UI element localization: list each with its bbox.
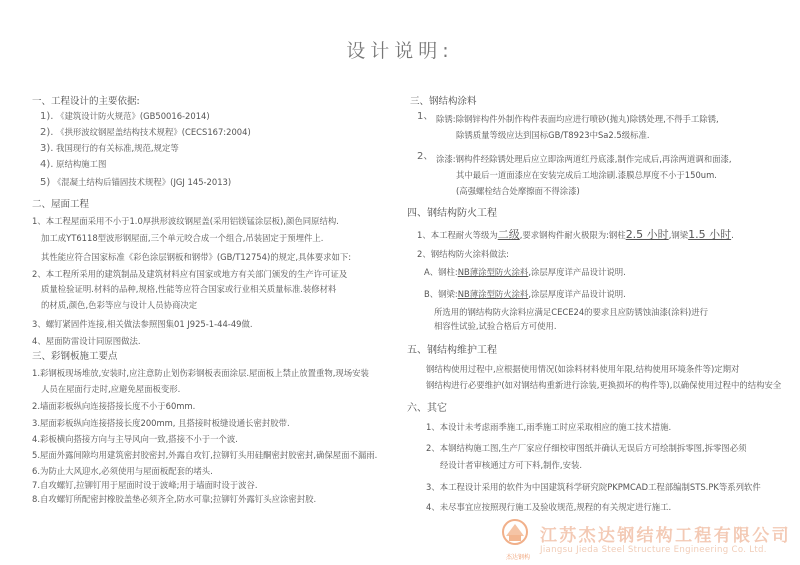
panel-line: 3.屋面彩板纵向连接搭接长度200mm, 且搭接时板缝设通长密封胶带. <box>32 418 290 428</box>
panel-line: 6.为防止大风迎水,必须使用与屋面板配套的堵头. <box>32 466 213 476</box>
company-name: 江苏杰达钢结构工程有限公司 <box>540 526 791 546</box>
roof-line: 的材质,颜色,色彩等应与设计人员协商决定 <box>41 300 198 310</box>
coating-item-number: 1、 <box>417 111 434 122</box>
page-title: 设计说明: <box>346 40 454 62</box>
panel-line: 4.彩板横向搭接方向与主导风向一致,搭接不小于一个波. <box>32 434 238 444</box>
roof-line: 1、本工程屋面采用不小于1.0厚拱形波纹钢屋盖(采用铝镁锰涂层板),颜色同原结构. <box>32 216 339 226</box>
section-other-heading: 六、其它 <box>407 403 447 414</box>
panel-line: 2.墙面彩板纵向连接搭接长度不小于60mm. <box>32 401 196 411</box>
roof-line: 3、螺钉紧固件连接,相关做法参照图集01 J925-1-44-49做. <box>32 319 253 329</box>
coating-line: 涂漆:钢构件经除锈处理后应立即涂两道红丹底漆,制作完成后,再涂两道调和面漆, <box>436 154 732 164</box>
coating-line: (高强螺栓结合处摩擦面不得涂漆) <box>456 186 580 196</box>
maintenance-line: 钢结构使用过程中,应根据使用情况(如涂料材料使用年限,结构使用环境条件等)定期对 <box>426 364 740 374</box>
other-line: 2、本钢结构施工图,生产厂家应仔细校审图纸并确认无误后方可绘制拆零图,拆零图必须 <box>426 443 747 453</box>
fire-note: 所选用的钢结构防火涂料应满足CECE24的要求且应防锈蚀油漆(涂料)进行 <box>434 307 708 317</box>
panel-line: 5.屋面外露间隙均用建筑密封胶密封,外露自攻钉,拉铆钉头用硅酮密封胶密封,确保屋面不漏雨. <box>32 450 378 460</box>
fire-column-line: A、钢柱:NB薄涂型防火涂料,涂层厚度详产品设计说明. <box>424 267 626 277</box>
other-line: 3、本工程设计采用的软件为中国建筑科学研究院PKPMCAD工程部编制STS.PK等系列软件 <box>426 482 761 492</box>
roof-line: 质量检验证明.材料的品种,规格,性能等应符合国家或行业相关质量标准.装修材料 <box>41 284 337 294</box>
section-roof-heading: 二、屋面工程 <box>32 199 90 210</box>
roof-line: 4、屋面防雷设计同原图做法. <box>32 336 141 346</box>
basis-item: 3). 我国现行的有关标准,规范,规定等 <box>40 143 179 154</box>
panel-line: 8.自攻螺钉所配密封橡胶盖垫必须齐全,防水可靠;拉铆钉外露钉头应涂密封胶. <box>32 494 317 504</box>
basis-item: 4). 原结构施工图 <box>40 159 107 170</box>
company-name-en: Jiangsu Jieda Steel Structure Engineering Co. Ltd. <box>540 545 767 555</box>
coating-line: 其中最后一道面漆应在安装完成后工地涂刷.漆膜总厚度不小于150um. <box>456 170 717 180</box>
roof-line: 加工成YT6118型波形钢屋面,三个单元咬合成一个组合,吊装固定于预埋件上. <box>41 233 324 243</box>
panel-line: 人员在屋面行走时,应避免屋面板变形. <box>41 384 181 394</box>
section-fireproof-heading: 四、钢结构防火工程 <box>407 208 497 219</box>
coating-line: 除锈质量等级应达到国标GB/T8923中Sa2.5级标准. <box>456 130 650 140</box>
coating-item-number: 2、 <box>417 151 434 162</box>
company-logo-icon <box>498 518 532 552</box>
other-line: 经设计者审核通过方可下料,制作,安装. <box>440 460 582 470</box>
maintenance-line: 钢结构进行必要维护(如对钢结构重新进行涂装,更换损坏的构件等),以确保使用过程中的结构安全 <box>426 380 782 390</box>
company-logo-label: 杰达钢构 <box>505 554 530 561</box>
basis-item: 2). 《拱形波纹钢屋盖结构技术规程》(CECS167:2004) <box>40 127 251 138</box>
fire-beam-line: B、钢梁:NB薄涂型防火涂料,涂层厚度详产品设计说明. <box>424 289 626 299</box>
right-column <box>400 0 800 565</box>
section-basis-heading: 一、工程设计的主要依据: <box>32 96 140 107</box>
coating-line: 除锈:除钢锌构件外制作构件表面均应进行喷砂(抛丸)除锈处理,不得手工除锈, <box>436 114 719 124</box>
fire-note: 相容性试验,试验合格后方可使用. <box>434 321 557 331</box>
section-panel-heading: 三、彩钢板施工要点 <box>32 351 118 362</box>
basis-item: 1). 《建筑设计防火规范》(GB50016-2014) <box>40 111 210 122</box>
roof-line: 2、本工程所采用的建筑制品及建筑材料应有国家或地方有关部门颁发的生产许可证及 <box>32 269 348 279</box>
panel-line: 7.自攻螺钉,拉铆钉用于屋面时设于波峰;用于墙面时设于波谷. <box>32 480 258 490</box>
other-line: 4、未尽事宜应按照现行施工及验收规范,规程的有关规定进行施工. <box>426 502 672 512</box>
fire-method-line: 2、钢结构防火涂料做法: <box>417 249 509 259</box>
other-line: 1、本设计未考虑雨季施工,雨季施工时应采取相应的施工技术措施. <box>426 422 672 432</box>
roof-line: 其性能应符合国家标准《彩色涂层钢板和钢带》(GB/T12754)的规定,具体要求如下: <box>41 252 352 262</box>
panel-line: 1.彩钢板现场堆放,安装时,应注意防止划伤彩钢板表面涂层.屋面板上禁止放置重物,现场安装 <box>32 368 369 378</box>
section-maintenance-heading: 五、钢结构维护工程 <box>407 345 497 356</box>
section-coating-heading: 三、钢结构涂料 <box>410 96 477 107</box>
fire-rating-line: 1、本工程耐火等级为二级,要求钢构件耐火极限为:钢柱2.5 小时,钢梁1.5 小时. <box>417 228 734 241</box>
basis-item: 5) 《混凝土结构后锚固技术规程》(JGJ 145-2013) <box>40 177 232 188</box>
